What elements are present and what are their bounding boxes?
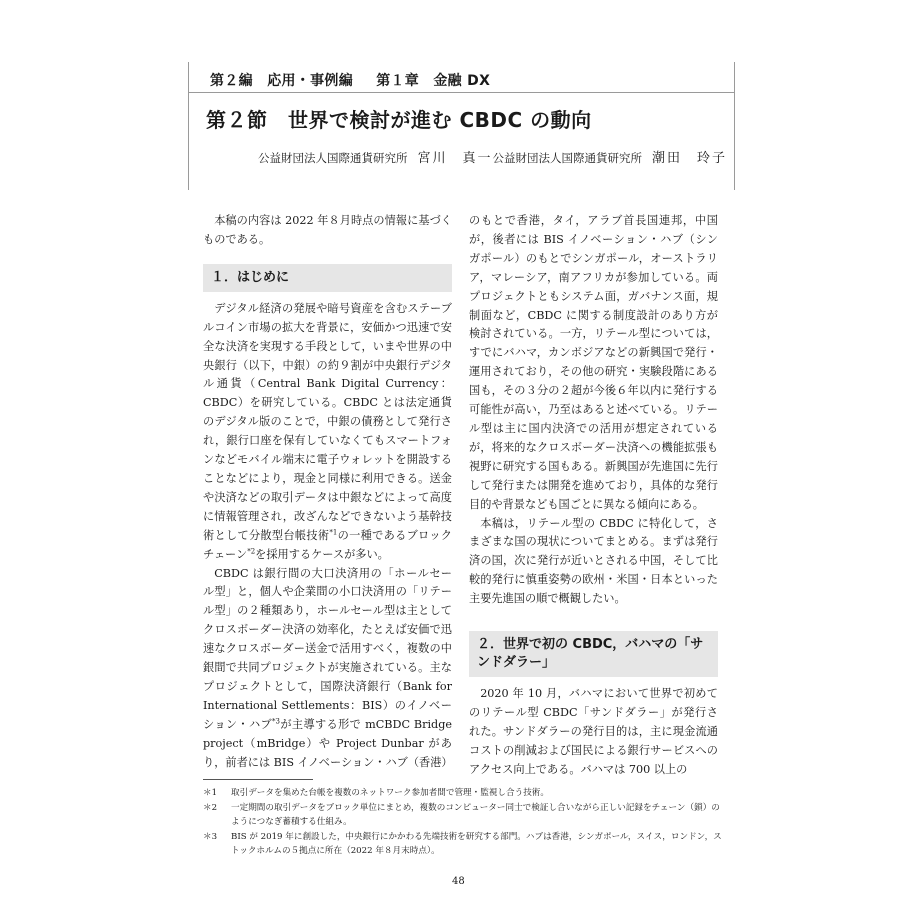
text-run: の一種であるブロックチェーン: [203, 528, 452, 561]
left-column: [203, 212, 452, 772]
footnote-ref-1: *1: [329, 527, 338, 536]
text-run-flowing: が主導する形で mCBDC Bridge project（mBridge）や Project Dunbar があり，前者には BIS イノベーション・ハブ（香港）: [203, 717, 453, 769]
section-2-paragraph-1: 2020 年 10 月，バハマにおいて世界で初めてのリテール型 CBDC「サンドダラー」が発行された。サンドダラーの発行目的は，主に現金流通コストの削減および国民による銀行サービスへのアクセス向上である。バハマは 700 以上の: [469, 687, 718, 776]
author-line: [258, 147, 728, 166]
footnote-mark: ＊1: [203, 788, 218, 798]
author-2-org: 公益財団法人国際通貨研究所: [492, 151, 643, 165]
header-horizontal-rule: [188, 92, 735, 93]
footnote-rule: [203, 779, 313, 780]
footnote-mark: ＊2: [203, 802, 218, 813]
author-1-name: 宮川 真一: [417, 151, 493, 166]
footnotes: [203, 786, 723, 859]
part-label: 第２編 応用・事例編: [210, 73, 353, 89]
text-run: CBDC は銀行間の大口決済用の「ホールセール型」と，個人や企業間の小口決済用の「リテール型」の２種類あり，ホールセール型は主としてクロスボーダー決済の効率化，たとえば安価で迅速なクロスボーダー送金で活用すべく，複数の中銀間で共同プロジェクトが実施されている。主なプロジェクトとして，国際決済銀行（Bank for International Settlements：BIS）のイノベーション・ハブ: [203, 566, 452, 731]
section-1-paragraph-3: 本稿は，リテール型の CBDC に特化して，さまざまな国の現状についてまとめる。まずは発行済の国，次に発行が近いとされる中国，そして比較的発行に慎重姿勢の欧州・米国・日本といった主要先進国の順で概観したい。: [469, 516, 718, 606]
footnote-text: BIS が 2019 年に創設した，中央銀行にかかわる先端技術を研究する部門。ハブは香港，シンガポール，スイス，ロンドン，ストックホルムの５拠点に所在（2022 年８月末時点）。: [231, 831, 722, 856]
section-2-heading: ２．世界で初の CBDC，バハマの「サンドダラー」: [469, 631, 718, 677]
footnote-text: 取引データを集めた台帳を複数のネットワーク参加者間で管理・監視し合う技術。: [231, 788, 549, 798]
section-1-paragraph-2: [203, 565, 452, 773]
footnote-3: [203, 830, 723, 859]
section-1-heading: １．はじめに: [203, 264, 452, 292]
footnote-ref-3: *3: [272, 717, 281, 726]
page-title: 第２節 世界で検討が進む CBDC の動向: [206, 108, 592, 132]
footnote-mark: ＊3: [203, 831, 218, 842]
header-right-vertical-rule: [734, 62, 735, 190]
author-1: [258, 147, 493, 166]
section-1-paragraph-2-continued: のもとで香港，タイ，アラブ首長国連邦，中国が，後者には BIS イノベーション・ハブ（シンガポール）のもとでシンガポール，オーストラリア，マレーシア，南アフリカが参加している。両プロジェクトともシステム面，ガバナンス面，規制面など，CBDC に関する制度設計のあり方が検討されている。一方，リテール型については，すでにバハマ，カンボジアなどの新興国で発行・運用されており，その他の研究・実験段階にある国も，その３分の２超が今後６年以内に発行する可能性が高い，乃至はあると述べている。リテール型は主に国内決済での活用が想定されているが，将来的なクロスボーダー決済への機能拡張も視野に研究する国もある。新興国が先進国に先行して発行または開発を進めており，具体的な発行目的や背景なども国ごとに異なる傾向にある。: [469, 214, 718, 511]
author-1-org: 公益財団法人国際通貨研究所: [258, 151, 408, 165]
footnote-ref-2: *2: [247, 546, 256, 555]
footnote-text: 一定期間の取引データをブロック単位にまとめ，複数のコンピューター同士で検証し合いながら正しい記録をチェーン（鎖）のようにつなぎ蓄積する仕組み。: [231, 802, 720, 827]
intro-paragraph: 本稿の内容は 2022 年８月時点の情報に基づくものである。: [203, 214, 452, 246]
header-vertical-rule: [188, 62, 189, 190]
right-column: [469, 212, 718, 780]
text-run: デジタル経済の発展や暗号資産を含むステーブルコイン市場の拡大を背景に，安価かつ迅速で安全な決済を実現する手段として，いまや世界の中央銀行（以下，中銀）の約９割が中央銀行デジタル通貨（Central Bank Digital Currency：CBDC）を研究している。CBDC とは法定通貨のデジタル版のことで，中銀の債務として発行され，銀行口座を保有していなくてもスマートフォンなどモバイル端末に電子ウォレットを開設することなどにより，現金と同様に利用できる。送金や決済などの取引データは中銀などによって高度に情報管理され，改ざんなどできないよう基幹技術として分散型台帳技術: [203, 301, 452, 542]
author-2-name: 潮田 玲子: [652, 151, 728, 166]
section-1-paragraph-1: [203, 300, 452, 565]
text-run: を採用するケースが多い。: [255, 547, 389, 561]
footnote-1: [203, 786, 723, 801]
running-header: [210, 70, 508, 90]
chapter-label: 第１章 金融 DX: [376, 73, 491, 89]
footnote-2: [203, 801, 723, 830]
page-number: 48: [452, 876, 465, 887]
author-2: [493, 147, 728, 166]
